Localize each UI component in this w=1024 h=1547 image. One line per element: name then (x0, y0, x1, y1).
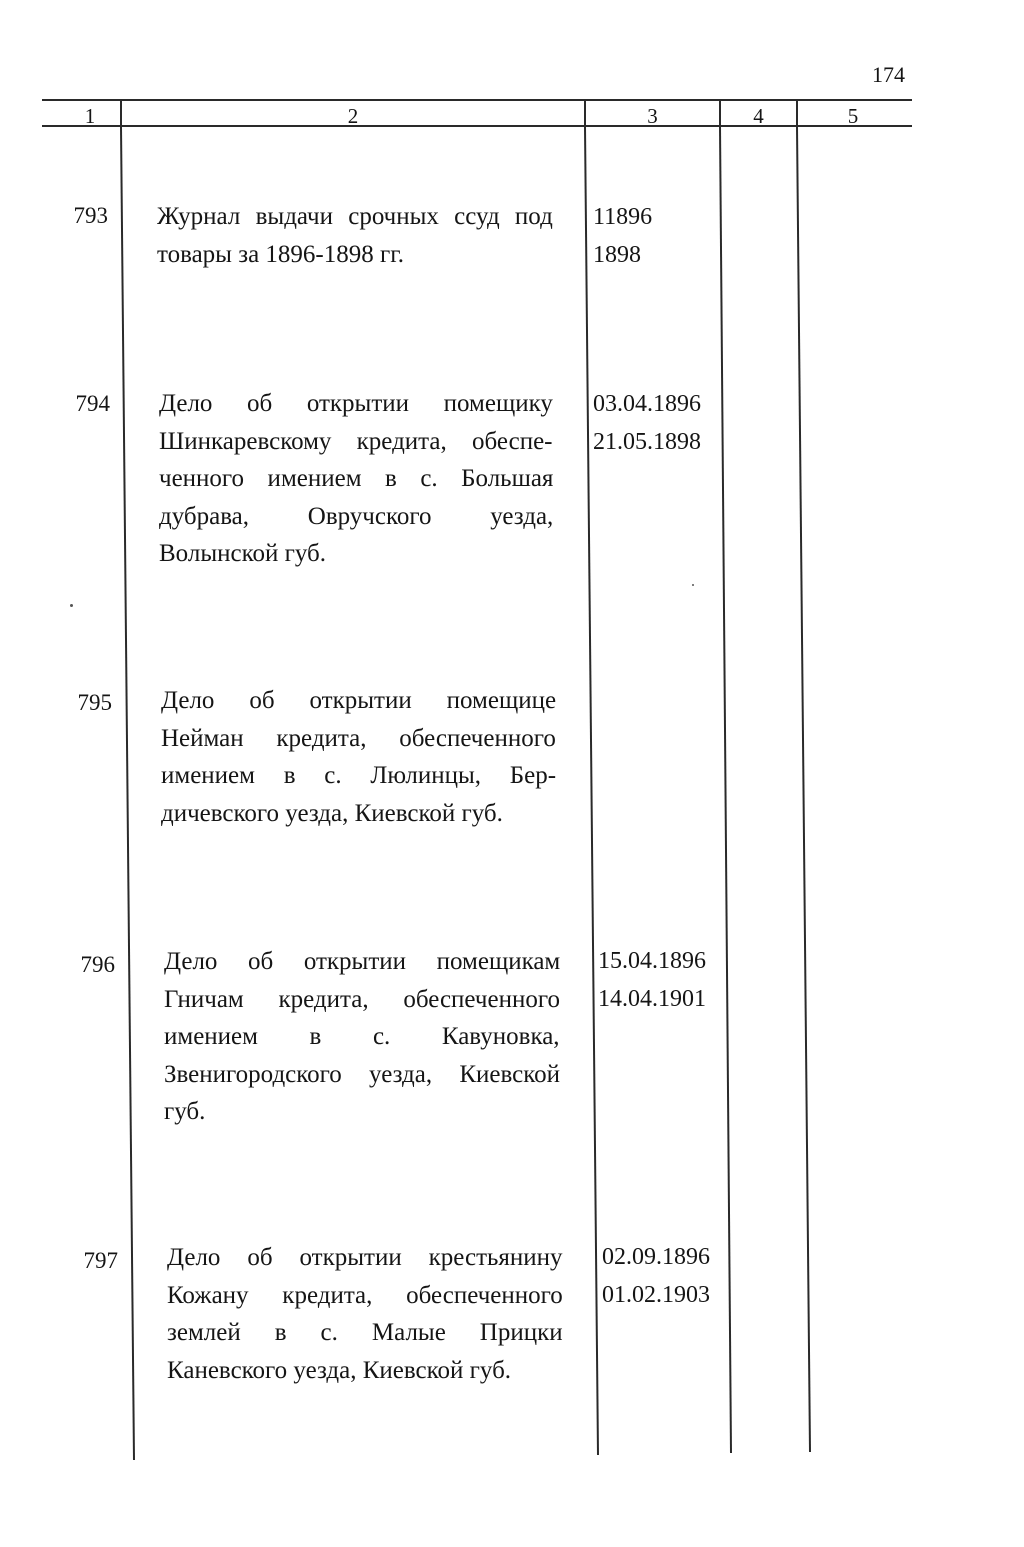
description-line: имением в с. Кавуновка, (164, 1023, 560, 1050)
entry-description (164, 943, 560, 1131)
entry-number: 793 (73, 203, 108, 228)
description-line: Гничам кредита, обеспеченного (164, 985, 560, 1013)
header-col-1: 1 (84, 104, 96, 128)
header-col-4: 4 (753, 104, 764, 128)
description-line: Дело об открытии помещице (161, 687, 557, 714)
entry-description (167, 1239, 563, 1389)
entry-description (159, 385, 553, 573)
description-line: Дело об открытии помещикам (164, 948, 561, 975)
date-start: 02.09.1896 (602, 1244, 710, 1270)
page-number: 174 (872, 62, 905, 87)
column-line-3 (720, 127, 731, 1453)
entry-number: 796 (80, 952, 115, 977)
scan-speck (70, 604, 73, 607)
date-start: 15.04.1896 (598, 948, 706, 974)
description-line: землей в с. Малые Прицки (167, 1319, 563, 1346)
description-line: Волынской губ. (159, 540, 326, 567)
date-end: 21.05.1898 (593, 429, 701, 455)
header-col-5: 5 (847, 104, 859, 128)
date-start: 03.04.1896 (593, 391, 701, 417)
date-start: 11896 (593, 204, 653, 230)
entry-dates (602, 1238, 710, 1314)
description-line: Нейман кредита, обеспеченного (161, 724, 556, 752)
description-line: губ. (164, 1098, 206, 1125)
description-line: Дело об открытии крестьянину (167, 1244, 563, 1271)
date-end: 01.02.1903 (602, 1282, 710, 1308)
entry-number: 794 (75, 391, 110, 416)
entry-dates (593, 385, 701, 461)
description-line: Звенигородского уезда, Киевской (164, 1060, 560, 1088)
entry-number: 795 (77, 690, 112, 715)
scan-speck (692, 584, 694, 586)
description-line: дубрава, Овручского уезда, (159, 502, 554, 530)
date-end: 14.04.1901 (598, 986, 706, 1012)
column-line-2 (585, 127, 598, 1455)
description-line: ченного имением в с. Большая (159, 465, 554, 492)
header-col-3: 3 (647, 104, 658, 128)
header-col-2: 2 (347, 104, 359, 128)
description-line: Дело об открытии помещику (159, 390, 553, 417)
column-line-4 (797, 127, 810, 1452)
description-line: Каневского уезда, Киевской губ. (167, 1356, 512, 1384)
description-line: Журнал выдачи срочных ссуд под (157, 203, 553, 230)
description-line: товары за 1896-1898 гг. (157, 240, 404, 268)
entry-description (161, 682, 556, 832)
description-line: имением в с. Люлинцы, Бер- (161, 762, 557, 789)
description-line: Шинкаревскому кредита, обеспе- (159, 427, 553, 455)
date-end: 1898 (593, 242, 641, 268)
description-line: Кожану кредита, обеспеченного (167, 1281, 563, 1309)
entry-number: 797 (83, 1248, 118, 1273)
entry-dates (598, 942, 706, 1018)
column-line-1 (121, 127, 134, 1460)
description-line: дичевского уезда, Киевской губ. (161, 799, 503, 827)
entry-dates (593, 198, 652, 274)
entry-description (157, 198, 553, 273)
